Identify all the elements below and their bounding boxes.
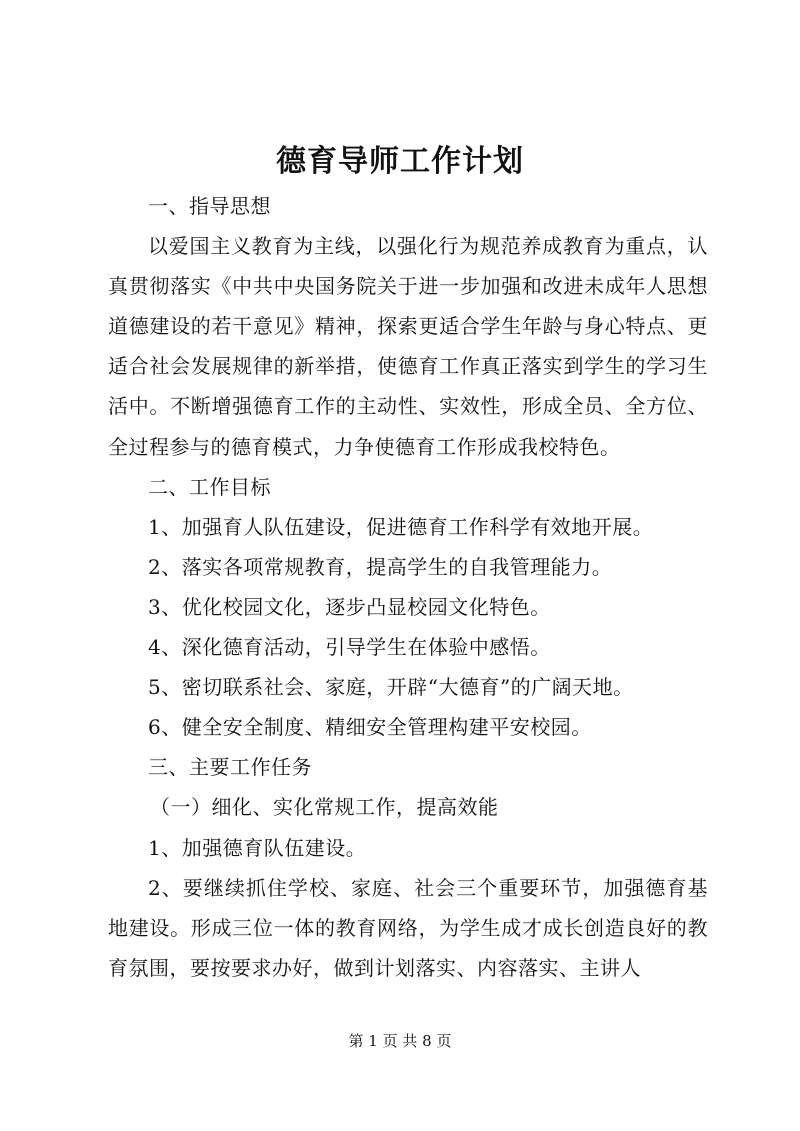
- body-paragraph: 以爱国主义教育为主线，以强化行为规范养成教育为重点，认真贯彻落实《中共中央国务院关于进一步加强和改进未成年人思想道德建设的若干意见》精神，探索更适合学生年龄与身心特点、更适合社会发展规律的新举措，使德育工作真正落实到学生的学习生活中。不断增强德育工作的主动性、实效性，形成全员、全方位、全过程参与的德育模式，力争使德育工作形成我校特色。: [108, 234, 708, 459]
- section-heading: 一、指导思想: [148, 194, 271, 218]
- page-footer: 第 1 页 共 8 页: [348, 1032, 452, 1050]
- goal-item: 5、密切联系社会、家庭，开辟“大德育”的广阔天地。: [148, 675, 634, 700]
- section-heading: 二、工作目标: [148, 474, 271, 499]
- section-heading: 三、主要工作任务: [148, 755, 312, 780]
- document-body: [108, 186, 708, 988]
- goal-item: 3、优化校园文化，逐步凸显校园文化特色。: [148, 594, 551, 619]
- task-item: 1、加强德育队伍建设。: [148, 835, 367, 860]
- goal-item: 6、健全安全制度、精细安全管理构建平安校园。: [148, 715, 592, 740]
- subsection-heading: （一）细化、实化常规工作，提高效能: [150, 795, 499, 820]
- goal-item: 4、深化德育活动，引导学生在体验中感悟。: [148, 635, 551, 660]
- goal-item: 2、落实各项常规教育，提高学生的自我管理能力。: [148, 554, 613, 579]
- task-item: 2、要继续抓住学校、家庭、社会三个重要环节，加强德育基地建设。形成三位一体的教育网络，为学生成才成长创造良好的教育氛围，要按要求办好，做到计划落实、内容落实、主讲人: [108, 875, 708, 980]
- document-title: 德育导师工作计划: [276, 144, 524, 179]
- goal-item: 1、加强育人队伍建设，促进德育工作科学有效地开展。: [148, 514, 654, 539]
